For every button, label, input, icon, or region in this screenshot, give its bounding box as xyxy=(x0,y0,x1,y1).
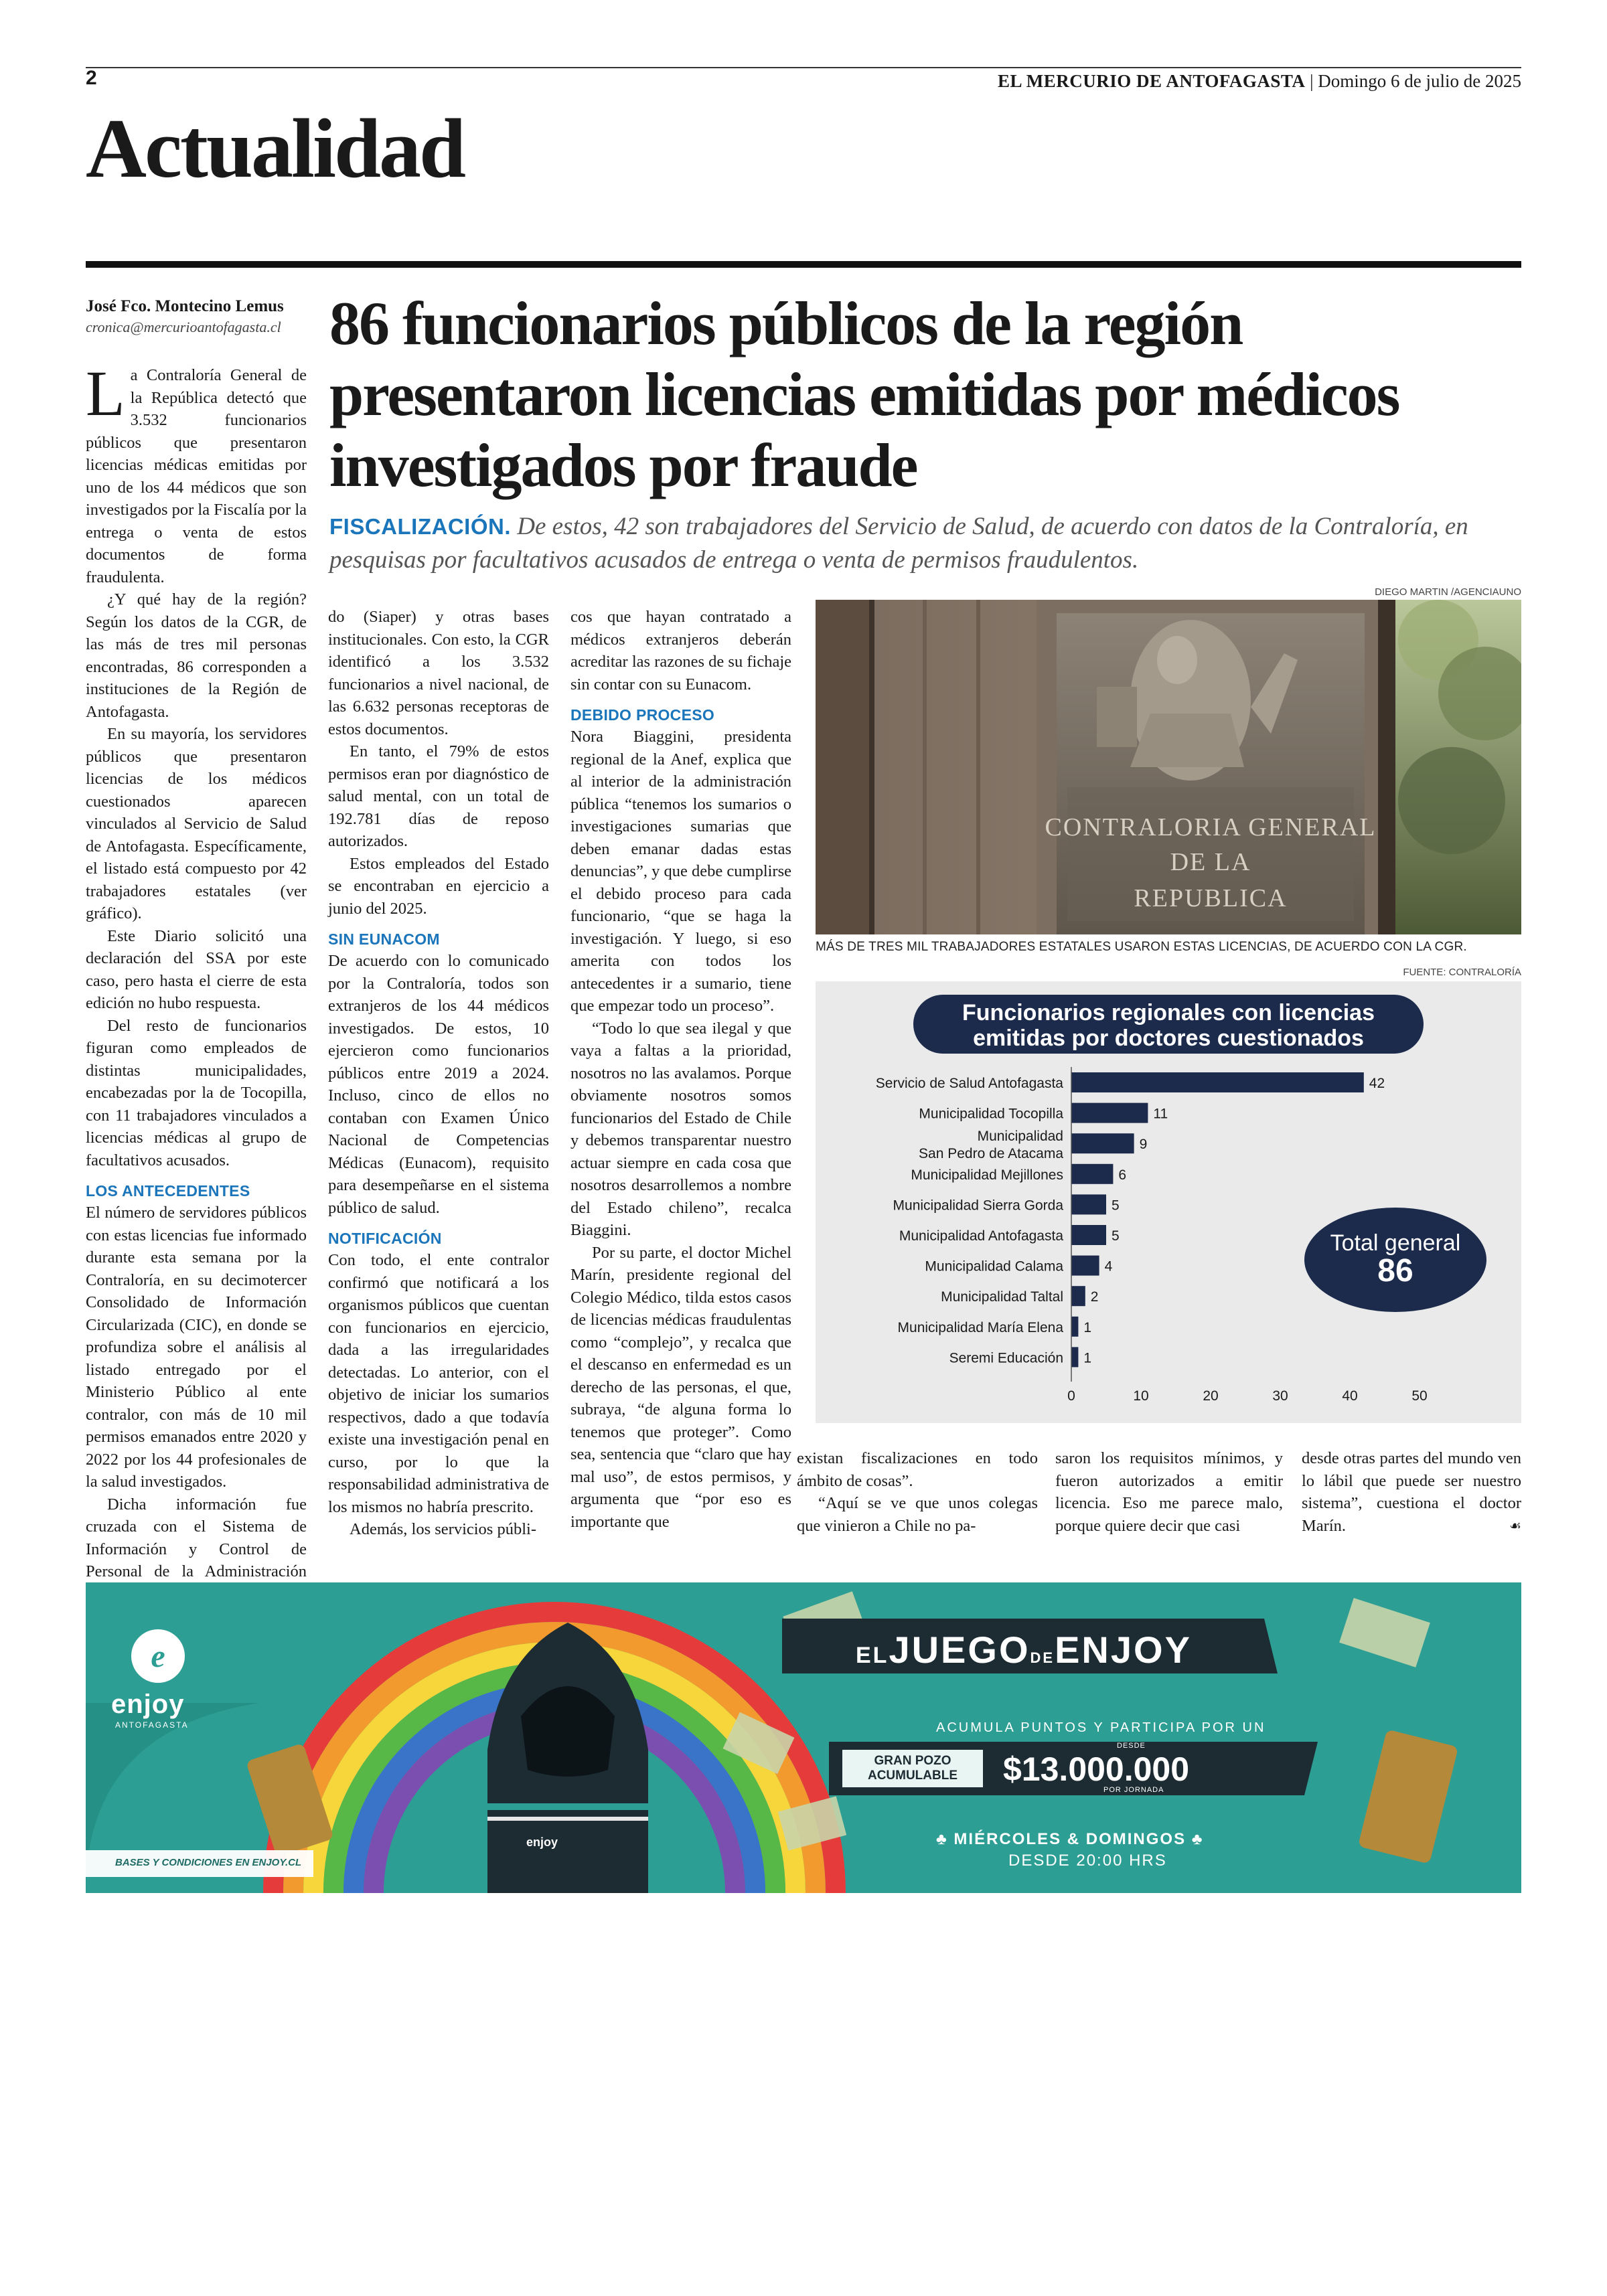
chart-bar xyxy=(1071,1194,1106,1214)
ad-conditions[interactable] xyxy=(115,1857,301,1868)
deck-text: De estos, 42 son trabajadores del Servicio de Salud, de acuerdo con datos de la Contraloría, en pesquisas por facultativos acusados de entrega o venta de permisos fraudulentos. xyxy=(329,513,1468,574)
subhead-antecedentes: LOS ANTECEDENTES xyxy=(86,1182,250,1200)
masthead-separator: | xyxy=(1310,71,1314,91)
chart-tick-label: 20 xyxy=(1203,1388,1219,1404)
photo-caption: MÁS DE TRES MIL TRABAJADORES ESTATALES USARON ESTAS LICENCIAS, DE ACUERDO CON LA CGR. xyxy=(816,940,1467,954)
chart-value-label: 5 xyxy=(1112,1198,1120,1214)
article-column-5 xyxy=(1055,1447,1283,1537)
total-value: 86 xyxy=(1377,1253,1413,1289)
chart-source: FUENTE: CONTRALORÍA xyxy=(1403,967,1521,978)
article-deck xyxy=(329,510,1521,577)
paragraph: Del resto de funcionarios figuran como empleados de distintas municipalidades, encabezadas por la de Tocopilla, con 11 trabajadores vinculados a licencias médicas al grupo de facultativos acusados. xyxy=(86,1016,307,1169)
chart-category-label: Municipalidad Tocopilla xyxy=(919,1106,1063,1122)
sign-text-line2: DE LA xyxy=(1170,848,1251,876)
chart-value-label: 9 xyxy=(1139,1137,1148,1153)
chart-bar xyxy=(1071,1347,1078,1367)
paper-name: EL MERCURIO DE ANTOFAGASTA xyxy=(998,71,1306,91)
chart-bar xyxy=(1071,1133,1134,1153)
chart-svg xyxy=(816,981,1521,1423)
paragraph: Con todo, el ente contralor confirmó que notificará a los organismos públicos que cuentan con funcionarios en ejercicio, dada a las irregularidades detectadas. Lo anterior, con el objetivo de iniciar los sumarios respectivos, dado a que todavía existe una investigación penal en curso, por lo que la responsabilidad administrativa de los mismos no habría prescrito. xyxy=(328,1251,549,1516)
ad-por-jornada: POR JORNADA xyxy=(1103,1786,1164,1794)
subhead-debido-proceso: DEBIDO PROCESO xyxy=(570,706,715,724)
chart-category-label: Municipalidad Antofagasta xyxy=(899,1228,1063,1244)
byline xyxy=(86,297,307,336)
paragraph: Por su parte, el doctor Michel Marín, presidente regional del Colegio Médico, tilda estos casos de licencias médicas fraudulentas como “complejo”, y recalca que el descanso en enfermedad es un derecho de las personas, el que, subraya, “de alguna forma lo tenemos que proteger”. Como sea, sentencia que “claro que hay mal uso”, de estos permisos, y argumenta que “por eso es importante que xyxy=(570,1243,791,1531)
ad-hours: DESDE 20:00 HRS xyxy=(1008,1852,1167,1870)
paragraph: Dicha información fue cruzada con el Sistema de Información y Control de Personal de la Administración xyxy=(86,1495,307,1580)
article-column-6 xyxy=(1302,1447,1521,1537)
paragraph xyxy=(1302,1447,1521,1537)
ad-title-juego: JUEGO xyxy=(889,1629,1030,1671)
chart-title-line1: Funcionarios regionales con licencias xyxy=(962,1000,1375,1026)
chart-bar xyxy=(1071,1286,1085,1306)
dropcap: L xyxy=(86,357,125,429)
chart-tick-label: 50 xyxy=(1411,1388,1428,1404)
paragraph: existan fiscalizaciones en todo ámbito de cosas”. xyxy=(797,1449,1038,1490)
chart-bar xyxy=(1071,1072,1364,1092)
ad-conditions-link[interactable]: ENJOY.CL xyxy=(252,1857,302,1868)
ad-desde: DESDE xyxy=(1117,1742,1146,1750)
paragraph: El número de servidores públicos con estas licencias fue informado durante esta semana por la Contraloría, en su decimotercer Consolidado de Información Circularizada (CIC), en donde se profundiza sobre el análisis al listado entregado por el Ministerio Público al ente contralor, con más de 10 mil permisos emanados entre 2020 y 2022 por los 44 profesionales de la salud investigados. xyxy=(86,1204,307,1491)
hoodie-brand: enjoy xyxy=(526,1835,558,1849)
chart-category-label: Municipalidad Sierra Gorda xyxy=(893,1198,1063,1214)
paragraph-text: a Contraloría General de la República detectó que 3.532 funcionarios públicos que presentaron licencias médicas emitidas por uno de los 44 médicos que son investigados por la Fiscalía por la entrega o venta de estos documentos de forma fraudulenta. xyxy=(86,366,307,586)
paragraph: cos que hayan contratado a médicos extranjeros deberán acreditar las razones de su fichaje sin contar con su Eunacom. xyxy=(570,608,791,693)
svg-text:e: e xyxy=(151,1639,165,1674)
chart-bar xyxy=(1071,1103,1148,1123)
paragraph: saron los requisitos mínimos, y fueron autorizados a emitir licencia. Eso me parece malo, porque quiere decir que casi xyxy=(1055,1449,1283,1535)
chart-value-label: 42 xyxy=(1369,1076,1385,1091)
chart-category-label: San Pedro de Atacama xyxy=(919,1146,1063,1162)
section-rule xyxy=(86,261,1521,268)
article-column-2 xyxy=(328,606,549,1541)
chart-value-label: 1 xyxy=(1083,1350,1092,1366)
ad-pozo-line1: GRAN POZO xyxy=(874,1754,951,1768)
ad-title-brand: ENJOY xyxy=(1055,1629,1192,1671)
chart-bar xyxy=(1071,1164,1113,1184)
section-title: Actualidad xyxy=(86,102,465,195)
paragraph: Además, los servicios públi- xyxy=(350,1520,536,1538)
chart-value-label: 1 xyxy=(1083,1319,1092,1335)
chart-value-label: 2 xyxy=(1090,1289,1099,1305)
chart-bar xyxy=(1071,1256,1099,1276)
ad-days-text: MIÉRCOLES & DOMINGOS xyxy=(953,1830,1187,1848)
end-mark-icon: ☙ xyxy=(1509,1517,1521,1534)
deck-kicker: FISCALIZACIÓN. xyxy=(329,514,511,539)
paragraph: Nora Biaggini, presidenta regional de la Anef, explica que al interior de la administración pública “tenemos los sumarios o investigaciones sumarias que deben emanar dadas estas denuncias”, y que debe cumplirse el debido proceso para cada funcionario, “que se haga la investigación. Y luego, si eso amerita con todos los antecedentes ir a sumario, tiene que empezar todo un proceso”. xyxy=(570,728,791,1015)
article-headline: 86 funcionarios públicos de la región presentaron licencias emitidas por médicos investigados por fraude xyxy=(329,289,1399,499)
ad-brand: enjoy xyxy=(111,1690,185,1719)
chart-title-line2: emitidas por doctores cuestionados xyxy=(973,1026,1364,1051)
paragraph xyxy=(86,357,307,588)
byline-email[interactable]: cronica@mercurioantofagasta.cl xyxy=(86,319,281,335)
chart-category-label: Municipalidad María Elena xyxy=(897,1319,1063,1335)
paragraph: “Todo lo que sea ilegal y que vaya a faltas a la prioridad, nosotros no las avalamos. Porque obviamente nosotros somos funcionarios del Estado de Chile y debemos transparentar nuestro actuar siempre en cada cosa que nosotros desarrollemos a nombre del Estado chileno”, recalca Biaggini. xyxy=(570,1019,791,1239)
chart-category-label: Municipalidad Calama xyxy=(925,1258,1063,1275)
issue-date: Domingo 6 de julio de 2025 xyxy=(1318,71,1521,91)
paragraph: Estos empleados del Estado se encontraban en ejercicio a junio del 2025. xyxy=(328,854,549,918)
chart-tick-label: 30 xyxy=(1272,1388,1288,1404)
ad-days: ♣ MIÉRCOLES & DOMINGOS ♣ xyxy=(936,1830,1204,1848)
chart-category-label: Municipalidad Mejillones xyxy=(911,1167,1063,1183)
paragraph-text: desde otras partes del mundo ven lo lábil que puede ser nuestro sistema”, cuestiona el doctor Marín. xyxy=(1302,1449,1521,1535)
sign-text-line1: CONTRALORIA GENERAL xyxy=(1045,813,1377,841)
paragraph: Este Diario solicitó una declaración del SSA por este caso, pero hasta el cierre de esta edición no hubo respuesta. xyxy=(86,926,307,1012)
photo-credit: DIEGO MARTIN /AGENCIAUNO xyxy=(1375,586,1521,598)
chart-category-label: Municipalidad Taltal xyxy=(941,1289,1063,1305)
ad-pozo-line2: ACUMULABLE xyxy=(867,1769,958,1783)
paragraph: do (Siaper) y otras bases institucionales. Con esto, la CGR identificó a los 3.532 funcionarios a nivel nacional, de las 6.632 personas receptoras de estos documentos. xyxy=(328,608,549,738)
total-label: Total general xyxy=(1330,1230,1461,1256)
ad-conditions-text: BASES Y CONDICIONES EN xyxy=(115,1857,250,1868)
ad-brand-sub: ANTOFAGASTA xyxy=(115,1720,189,1730)
subhead-eunacom: SIN EUNACOM xyxy=(328,930,440,948)
chart-value-label: 11 xyxy=(1153,1106,1168,1122)
ad-background xyxy=(86,1582,1521,1893)
article-column-1 xyxy=(86,357,307,1605)
ad-title-el: EL xyxy=(856,1643,889,1668)
ad-pozo-label xyxy=(856,1754,970,1783)
paragraph: De acuerdo con lo comunicado por la Contraloría, todos son extranjeros de los 44 médicos investigados. De estos, 10 ejercieron como funcionarios públicos entre 2019 a 2024. Incluso, cinco de ellos no contaban con Examen Único Nacional de Competencias Médicas (Eunacom), requisito para desempeñarse en el sistema público de salud. xyxy=(328,952,549,1217)
top-rule xyxy=(86,67,1521,68)
photo-illustration xyxy=(816,600,1521,934)
chart-category-label: Servicio de Salud Antofagasta xyxy=(875,1076,1063,1091)
chart-category-label: Seremi Educación xyxy=(949,1350,1063,1366)
chart-bar xyxy=(1071,1225,1106,1245)
chart-value-label: 6 xyxy=(1118,1167,1127,1183)
byline-author: José Fco. Montecino Lemus xyxy=(86,297,284,315)
ad-amount: $13.000.000 xyxy=(1003,1750,1190,1788)
paragraph: En tanto, el 79% de estos permisos eran por diagnóstico de salud mental, con un total de 192.781 días de reposo autorizados. xyxy=(328,742,549,850)
paragraph: ¿Y qué hay de la región? Según los datos de la CGR, de las más de tres mil personas encontradas, 86 corresponden a instituciones de la Región de Antofagasta. xyxy=(86,590,307,721)
masthead xyxy=(998,71,1521,92)
contraloria-photo xyxy=(816,600,1521,934)
paragraph: “Aquí se ve que unos colegas que vinieron a Chile no pa- xyxy=(797,1494,1038,1535)
ad-title xyxy=(856,1628,1192,1671)
chart-tick-label: 10 xyxy=(1133,1388,1149,1404)
paragraph: En su mayoría, los servidores públicos que presentaron licencias de los médicos cuestionados aparecen vinculados al Servicio de Salud de Antofagasta. Específicamente, el listado está compuesto por 42 trabajadores estatales (ver gráfico). xyxy=(86,725,307,922)
article-column-4 xyxy=(797,1447,1038,1537)
bar-chart xyxy=(816,981,1521,1423)
page-number: 2 xyxy=(86,67,97,89)
chart-bar xyxy=(1071,1317,1078,1337)
chart-value-label: 5 xyxy=(1112,1228,1120,1244)
chart-category-label: Municipalidad xyxy=(977,1129,1063,1145)
chart-tick-label: 40 xyxy=(1342,1388,1358,1404)
chart-tick-label: 0 xyxy=(1067,1388,1075,1404)
enjoy-advertisement[interactable] xyxy=(86,1582,1521,1893)
ad-title-de: DE xyxy=(1030,1649,1055,1666)
bars-group xyxy=(876,1072,1385,1367)
ad-subtitle: ACUMULA PUNTOS Y PARTICIPA POR UN xyxy=(936,1720,1266,1735)
subhead-notificacion: NOTIFICACIÓN xyxy=(328,1230,442,1247)
sign-text-line3: REPUBLICA xyxy=(1134,884,1288,912)
article-column-3 xyxy=(570,606,791,1533)
chart-value-label: 4 xyxy=(1104,1258,1113,1275)
